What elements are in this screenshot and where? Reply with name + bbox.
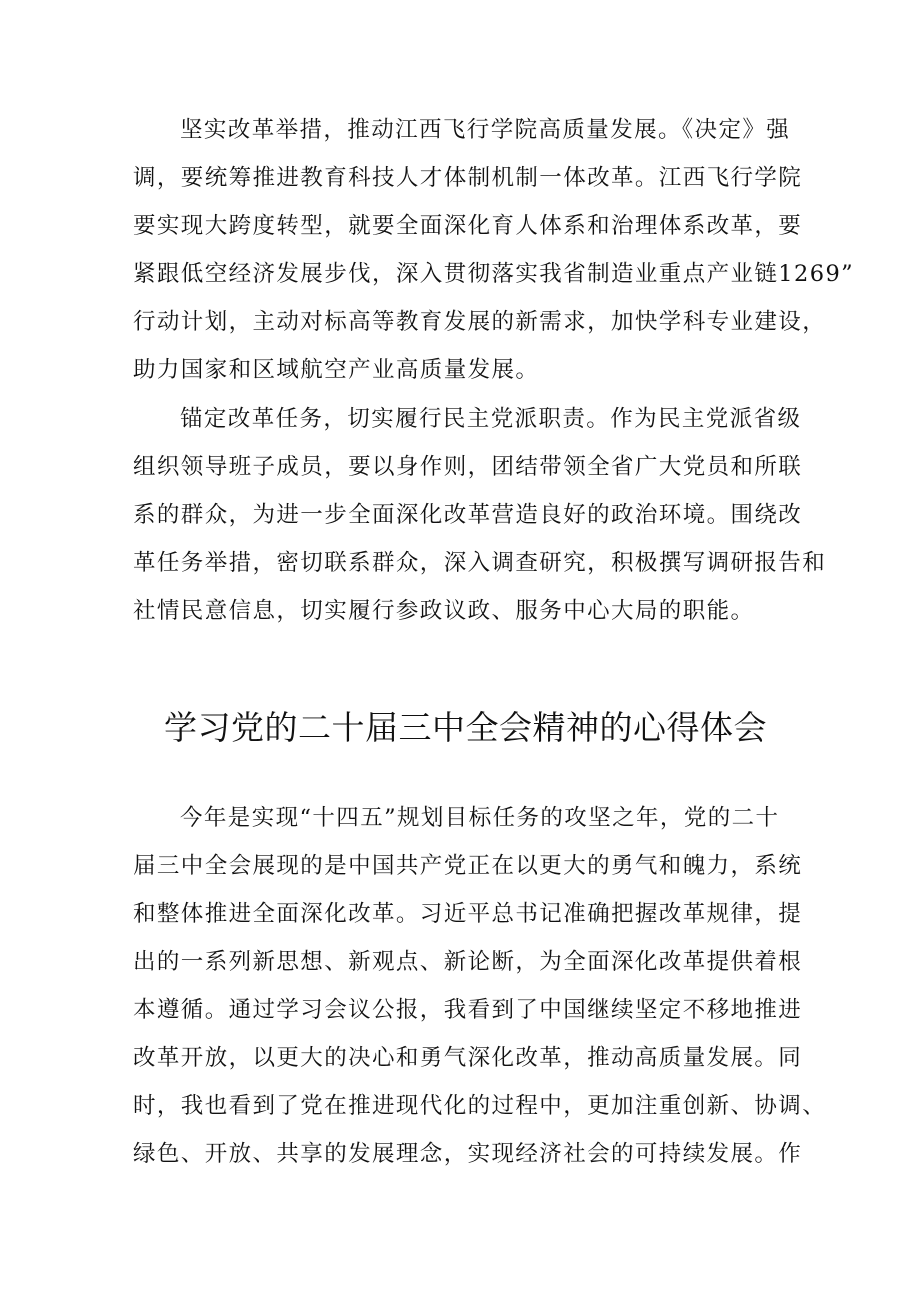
text-line: 组织领导班子成员，要以身作则，团结带领全省广大党员和所联 <box>133 454 803 480</box>
text-line: 改革开放，以更大的决心和勇气深化改革，推动高质量发展。同 <box>133 1045 803 1071</box>
text-line: 绿色、开放、共享的发展理念，实现经济社会的可持续发展。作 <box>133 1141 803 1167</box>
text-line: 出的一系列新思想、新观点、新论断，为全面深化改革提供着根 <box>133 949 803 975</box>
text-line: 本遵循。通过学习会议公报，我看到了中国继续坚定不移地推进 <box>133 997 803 1023</box>
text-line: 锚定改革任务，切实履行民主党派职责。作为民主党派省级 <box>180 406 802 432</box>
text-line: 紧跟低空经济发展步伐，深入贯彻落实我省制造业重点产业链1269” <box>133 261 855 287</box>
text-line: 坚实改革举措，推动江西飞行学院高质量发展。《决定》强 <box>180 117 791 143</box>
text-line: 调，要统筹推进教育科技人才体制机制一体改革。江西飞行学院 <box>133 165 803 191</box>
text-line: 社情民意信息，切实履行参政议政、服务中心大局的职能。 <box>133 598 755 624</box>
text-line: 助力国家和区域航空产业高质量发展。 <box>133 357 540 383</box>
text-line: 届三中全会展现的是中国共产党正在以更大的勇气和魄力，系统 <box>133 853 803 879</box>
text-line: 革任务举措，密切联系群众，深入调查研究，积极撰写调研报告和 <box>133 550 827 576</box>
text-line: 和整体推进全面深化改革。习近平总书记准确把握改革规律，提 <box>133 901 803 927</box>
text-line: 今年是实现“十四五”规划目标任务的攻坚之年，党的二十 <box>180 805 780 831</box>
text-line: 要实现大跨度转型，就要全面深化育人体系和治理体系改革，要 <box>133 213 803 239</box>
text-line: 行动计划，主动对标高等教育发展的新需求，加快学科专业建设， <box>133 309 827 335</box>
text-line: 系的群众，为进一步全面深化改革营造良好的政治环境。围绕改 <box>133 502 803 528</box>
text-line: 时，我也看到了党在推进现代化的过程中，更加注重创新、协调、 <box>133 1093 827 1119</box>
section-heading: 学习党的二十届三中全会精神的心得体会 <box>164 708 767 747</box>
